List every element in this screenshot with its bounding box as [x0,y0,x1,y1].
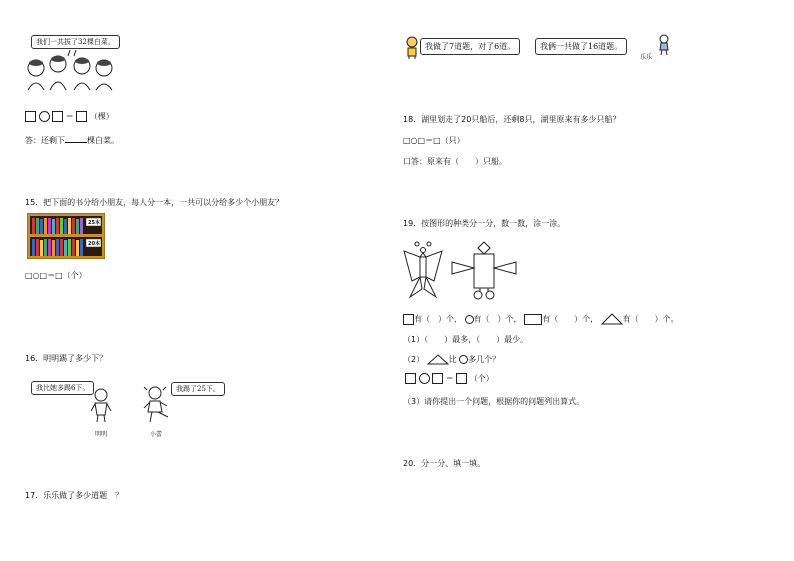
q15-formula: □○□＝□（个） [25,271,87,280]
q18-answer: 口答：原来有（ ）只船。 [403,157,507,166]
answer-box[interactable] [25,111,36,122]
speech-bubble: 我们一共拔了32棵白菜。 [31,35,120,49]
name-left: 明明 [95,431,108,438]
robot-shapes-figure [450,240,518,302]
q18-formula: □○□＝□（只） [403,136,465,145]
triangle-icon [601,313,623,325]
question-17: 17．乐乐做了多少道题 ？ [25,491,124,500]
square-icon [403,314,414,325]
name-right: 小蕾 [150,431,163,438]
question-16: 16．明明踢了多少下？ [25,354,108,363]
q19-formula: ＝ （个） [405,373,494,384]
speech-bubble-left: 我做了7道题，对了6道。 [420,38,520,55]
q19-sub2: （2） 比 多几个？ [403,355,501,364]
q14-formula: ＝ （棵） [25,111,114,122]
unit-label: （棵） [89,112,114,121]
question-15: 15．把下面的书分给小朋友，每人分一本，一共可以分给多少个小朋友？ [25,198,284,207]
circle-icon [459,355,468,364]
answer-box[interactable] [76,111,87,122]
kid-right-icon [656,33,672,57]
answer-box[interactable] [432,373,443,384]
answer-box[interactable] [52,111,63,122]
answer-blank[interactable] [65,135,87,143]
q19-count-row: 有（ ）个， 有（ ）个， 有（ ）个， 有（ ）个。 [403,313,679,325]
q19-sub3: （3）请你提出一个问题，根据你的问题列出算式。 [403,397,585,406]
answer-box[interactable] [405,373,416,384]
kid-left-icon [405,36,419,60]
shelf-label-bottom: 20本 [88,241,100,247]
operator-circle[interactable] [39,111,50,122]
girl-kicking-illustration [140,384,174,424]
triangle-icon [427,354,449,365]
q14-answer: 答：还剩下 棵白菜。 [25,136,119,145]
question-20: 20．分一分、填一填。 [403,459,486,468]
rectangle-icon [524,314,542,325]
speech-bubble-right: 我踢了25下。 [171,382,225,396]
q19-sub1: （1）（ ）最多，（ ）最少。 [403,335,529,344]
speech-bubble-left: 我比她多踢6下。 [31,381,94,395]
answer-box[interactable] [456,373,467,384]
speech-bubble-right: 我俩一共做了16道题。 [535,38,627,55]
shelf-label-top: 25本 [88,220,100,226]
question-19: 19．按图形的种类分一分，数一数，涂一涂。 [403,219,566,228]
boy-illustration [88,387,114,423]
circle-icon [465,315,474,324]
kids-pulling-cabbage-illustration [24,50,116,96]
question-18: 18．湖里划走了20只船后，还剩8只，湖里原来有多少只船？ [403,115,621,124]
operator-circle[interactable] [419,373,430,384]
name-lele: 乐乐 [640,54,653,61]
butterfly-shapes-figure [402,241,444,301]
